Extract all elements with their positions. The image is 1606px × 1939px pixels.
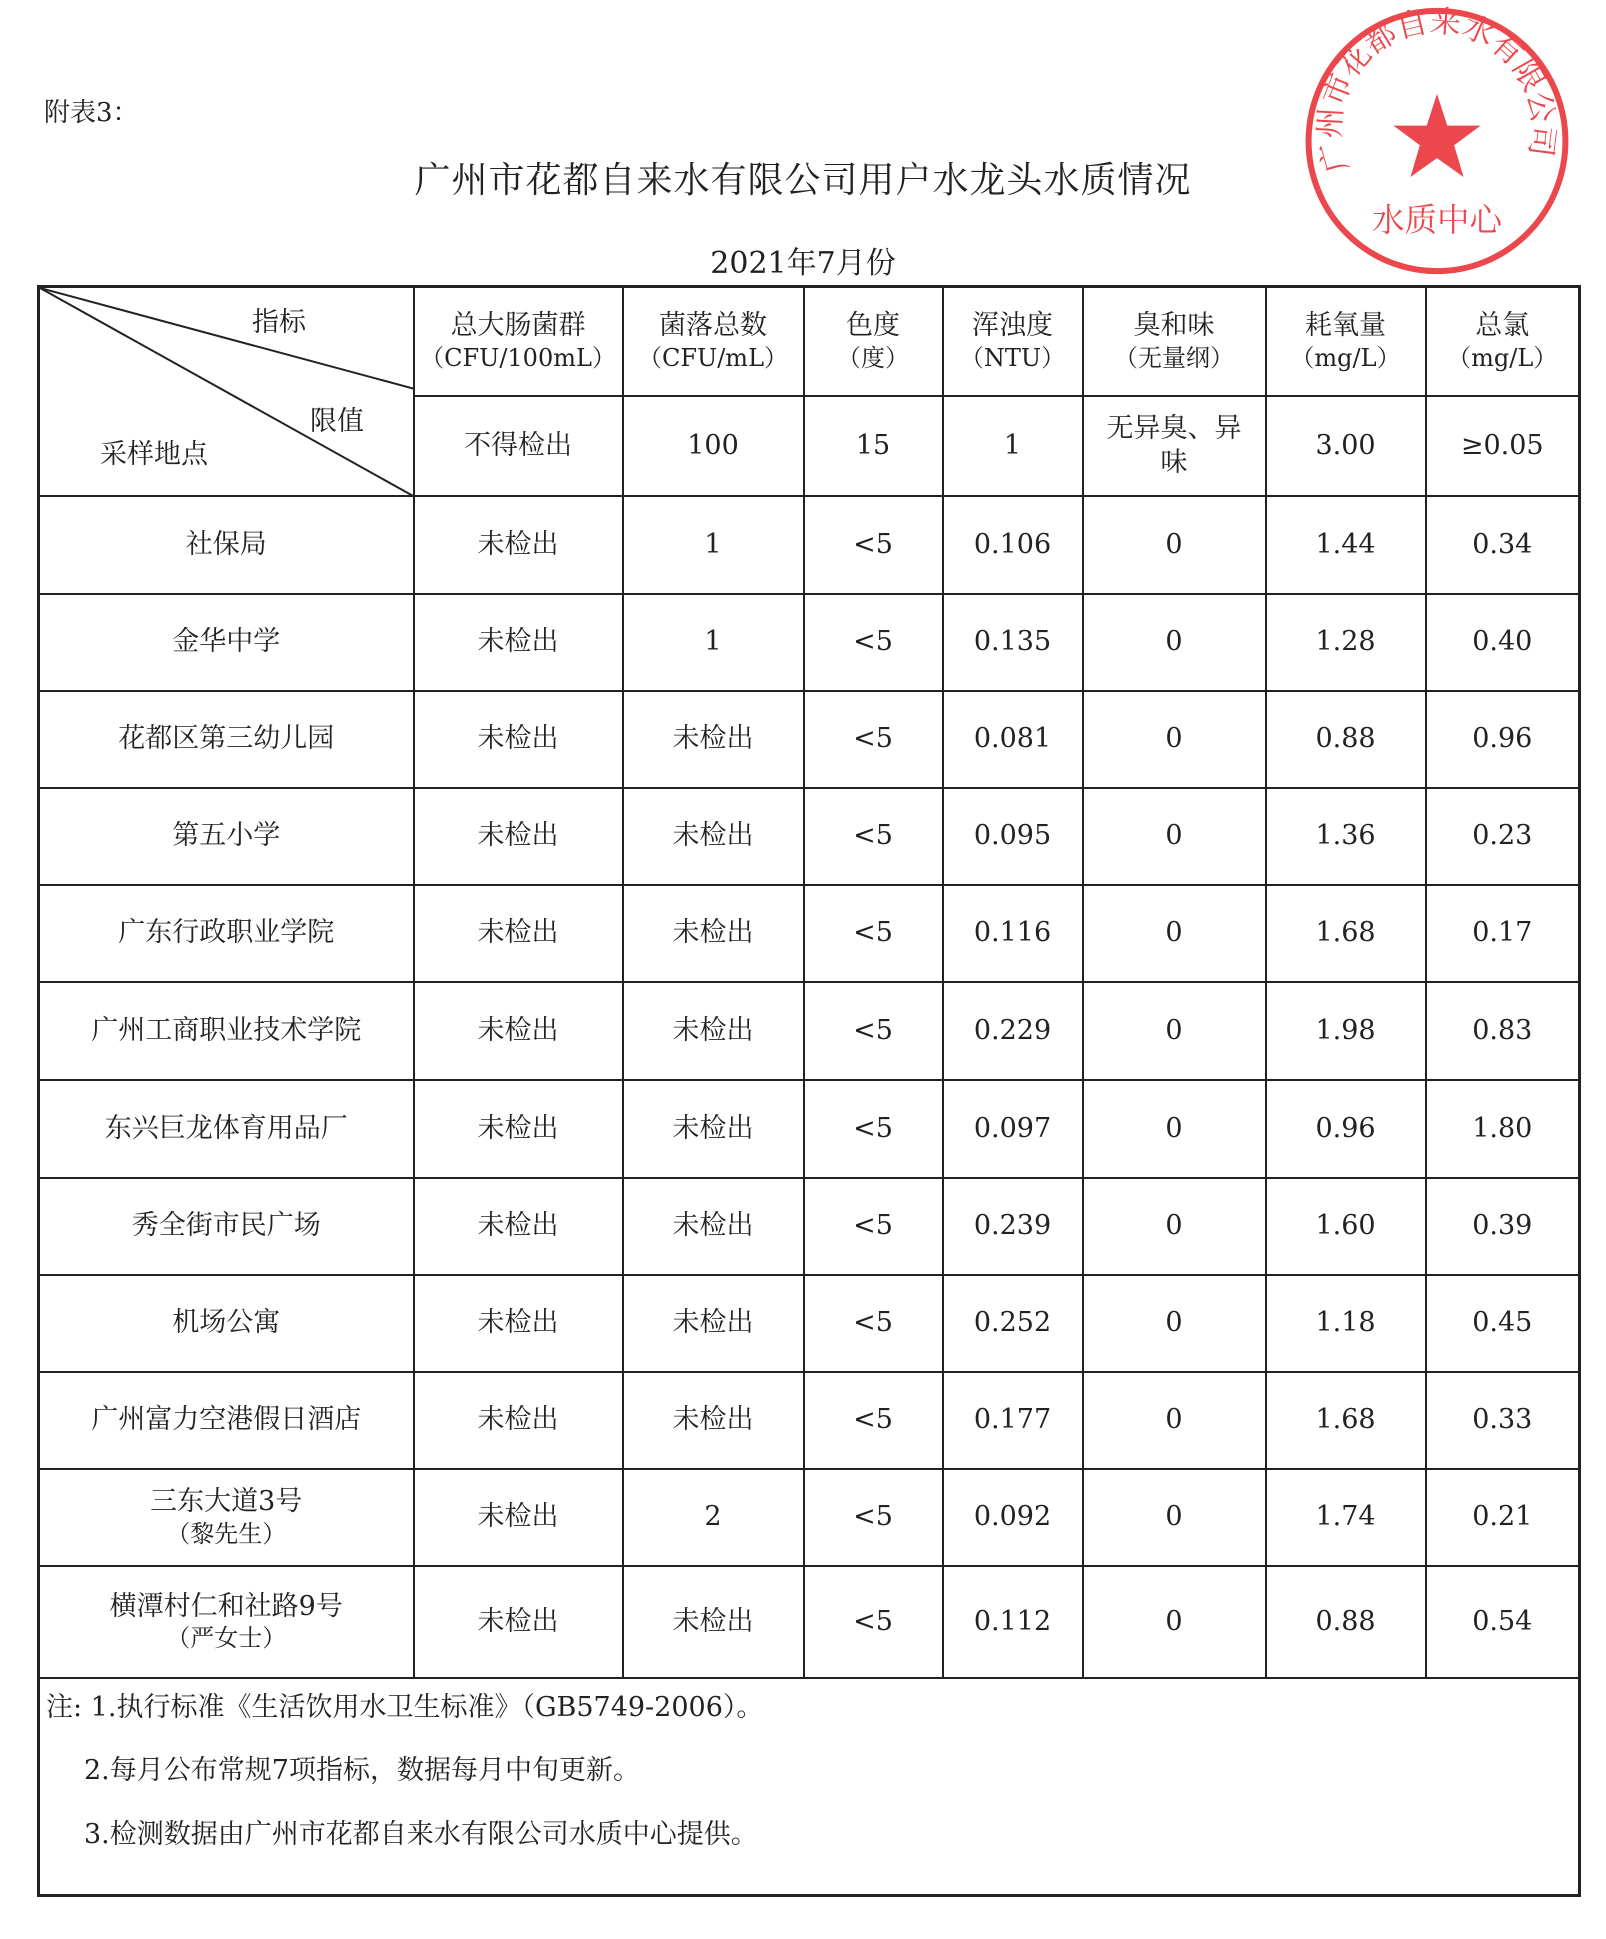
value-cell: 0.092 <box>943 1469 1083 1566</box>
value-cell: <5 <box>804 885 943 982</box>
value-cell: 1.18 <box>1266 1275 1426 1372</box>
table-row <box>39 1178 1580 1275</box>
value-cell: 0 <box>1083 1275 1266 1372</box>
column-name: 耗氧量 <box>1305 310 1386 342</box>
table-row <box>39 1080 1580 1178</box>
column-name: 总大肠菌群 <box>450 310 586 342</box>
value-cell: 0 <box>1083 1178 1266 1275</box>
limit-value: ≥0.05 <box>1426 396 1580 496</box>
value-cell: 0.177 <box>943 1372 1083 1469</box>
value-cell: <5 <box>804 496 943 594</box>
svg-text:广州市花都自来水有限公司: 广州市花都自来水有限公司 <box>1312 4 1562 177</box>
value-cell: 0 <box>1083 1080 1266 1178</box>
value-cell: 0.54 <box>1426 1566 1580 1678</box>
value-cell: 1.74 <box>1266 1469 1426 1566</box>
column-header <box>1266 287 1426 396</box>
value-cell: 0.39 <box>1426 1178 1580 1275</box>
column-header <box>943 287 1083 396</box>
value-cell: <5 <box>804 1275 943 1372</box>
location-cell <box>39 1566 414 1678</box>
value-cell: 0.239 <box>943 1178 1083 1275</box>
value-cell: 未检出 <box>623 691 804 788</box>
value-cell: 未检出 <box>414 1080 623 1178</box>
note-item: 3.检测数据由广州市花都自来水有限公司水质中心提供。 <box>84 1819 758 1850</box>
value-cell: 0 <box>1083 594 1266 691</box>
value-cell: 1.28 <box>1266 594 1426 691</box>
value-cell: 1.98 <box>1266 982 1426 1080</box>
value-cell: 0.88 <box>1266 691 1426 788</box>
value-cell: 0.097 <box>943 1080 1083 1178</box>
table-row <box>39 1372 1580 1469</box>
value-cell: 0.116 <box>943 885 1083 982</box>
value-cell: 未检出 <box>414 1275 623 1372</box>
value-cell: 0.081 <box>943 691 1083 788</box>
column-name: 菌落总数 <box>659 310 767 342</box>
value-cell: 0.17 <box>1426 885 1580 982</box>
note-item: 注: 1.执行标准《生活饮用水卫生标准》（GB5749-2006）。 <box>46 1691 764 1723</box>
value-cell: 0.23 <box>1426 788 1580 885</box>
location-cell <box>39 496 414 594</box>
indicator-label: 指标 <box>252 307 306 338</box>
value-cell: 0 <box>1083 1469 1266 1566</box>
column-unit: （NTU） <box>959 344 1066 373</box>
location-name: 社保局 <box>185 528 267 560</box>
location-cell <box>39 1372 414 1469</box>
value-cell: 未检出 <box>623 1275 804 1372</box>
table-row <box>39 594 1580 691</box>
location-cell <box>39 594 414 691</box>
value-cell: 0.88 <box>1266 1566 1426 1678</box>
column-unit: （CFU/mL） <box>637 344 789 373</box>
notes-cell <box>39 1678 1580 1896</box>
value-cell: 0 <box>1083 982 1266 1080</box>
location-name: 第五小学 <box>172 820 281 852</box>
limit-value: 3.00 <box>1266 396 1426 496</box>
value-cell: 0.96 <box>1426 691 1580 788</box>
company-seal <box>1300 4 1574 278</box>
limit-label: 限值 <box>310 406 364 437</box>
location-name: 广东行政职业学院 <box>118 917 335 949</box>
value-cell: 1.36 <box>1266 788 1426 885</box>
column-name: 臭和味 <box>1133 310 1215 342</box>
value-cell: 未检出 <box>623 1566 804 1678</box>
value-cell: 2 <box>623 1469 804 1566</box>
value-cell: 0.34 <box>1426 496 1580 594</box>
value-cell: 0.106 <box>943 496 1083 594</box>
value-cell: 1.68 <box>1266 885 1426 982</box>
value-cell: <5 <box>804 691 943 788</box>
location-cell <box>39 1178 414 1275</box>
column-header <box>414 287 623 396</box>
value-cell: 0.96 <box>1266 1080 1426 1178</box>
column-header <box>1426 287 1580 396</box>
notes-row <box>39 1678 1580 1896</box>
column-header <box>623 287 804 396</box>
value-cell: 0 <box>1083 1566 1266 1678</box>
value-cell: 1 <box>623 594 804 691</box>
value-cell: 未检出 <box>414 691 623 788</box>
column-header <box>804 287 943 396</box>
value-cell: 1 <box>623 496 804 594</box>
value-cell: <5 <box>804 1469 943 1566</box>
note-item: 2.每月公布常规7项指标，数据每月中旬更新。 <box>84 1755 640 1787</box>
value-cell: 未检出 <box>623 1080 804 1178</box>
location-name: 广州工商职业技术学院 <box>91 1014 362 1046</box>
location-name: 广州富力空港假日酒店 <box>91 1404 362 1436</box>
location-cell <box>39 788 414 885</box>
table-row <box>39 982 1580 1080</box>
value-cell: 未检出 <box>623 885 804 982</box>
column-unit: （度） <box>837 344 909 373</box>
column-header <box>1083 287 1266 396</box>
location-name: 花都区第三幼儿园 <box>118 723 335 755</box>
value-cell: 0.135 <box>943 594 1083 691</box>
value-cell: 0.229 <box>943 982 1083 1080</box>
location-cell <box>39 1469 414 1566</box>
table-row <box>39 1566 1580 1678</box>
column-unit: （mg/L） <box>1290 344 1401 373</box>
column-unit: （mg/L） <box>1447 344 1558 373</box>
value-cell: <5 <box>804 594 943 691</box>
value-cell: 未检出 <box>623 1178 804 1275</box>
column-unit: （无量纲） <box>1114 344 1234 373</box>
location-contact: （黎先生） <box>166 1519 287 1548</box>
location-name: 东兴巨龙体育用品厂 <box>104 1112 348 1144</box>
location-name: 金华中学 <box>172 626 281 658</box>
value-cell: 0 <box>1083 1372 1266 1469</box>
location-cell <box>39 1275 414 1372</box>
table-row <box>39 691 1580 788</box>
limit-value: 无异臭、异味 <box>1083 396 1266 496</box>
table-row <box>39 496 1580 594</box>
location-cell <box>39 691 414 788</box>
value-cell: 1.44 <box>1266 496 1426 594</box>
table-row <box>39 788 1580 885</box>
report-period: 2021年7月份 <box>710 246 896 281</box>
value-cell: <5 <box>804 1178 943 1275</box>
value-cell: <5 <box>804 1566 943 1678</box>
value-cell: <5 <box>804 788 943 885</box>
value-cell: 1.68 <box>1266 1372 1426 1469</box>
value-cell: 未检出 <box>623 788 804 885</box>
value-cell: 0.252 <box>943 1275 1083 1372</box>
value-cell: 未检出 <box>623 1372 804 1469</box>
value-cell: 0 <box>1083 788 1266 885</box>
table-row <box>39 1469 1580 1566</box>
location-name: 三东大道3号 <box>150 1486 303 1518</box>
value-cell: <5 <box>804 982 943 1080</box>
value-cell: <5 <box>804 1080 943 1178</box>
limit-value: 1 <box>943 396 1083 496</box>
location-contact: （严女士） <box>166 1624 287 1653</box>
location-name: 横潭村仁和社路9号 <box>109 1590 343 1622</box>
appendix-label: 附表3： <box>44 98 139 128</box>
limit-value: 100 <box>623 396 804 496</box>
value-cell: 0.33 <box>1426 1372 1580 1469</box>
value-cell: 未检出 <box>414 885 623 982</box>
column-name: 总氯 <box>1475 310 1530 342</box>
value-cell: 未检出 <box>623 982 804 1080</box>
value-cell: 0 <box>1083 691 1266 788</box>
column-unit: （CFU/100mL） <box>420 344 616 373</box>
table-row <box>39 1275 1580 1372</box>
value-cell: 未检出 <box>414 1372 623 1469</box>
value-cell: 未检出 <box>414 496 623 594</box>
value-cell: 未检出 <box>414 982 623 1080</box>
water-quality-table <box>37 285 1581 1897</box>
value-cell: 未检出 <box>414 788 623 885</box>
value-cell: 未检出 <box>414 594 623 691</box>
value-cell: 0.40 <box>1426 594 1580 691</box>
page-title: 广州市花都自来水有限公司用户水龙头水质情况 <box>414 160 1192 201</box>
value-cell: 0.83 <box>1426 982 1580 1080</box>
value-cell: <5 <box>804 1372 943 1469</box>
location-cell <box>39 982 414 1080</box>
value-cell: 0.45 <box>1426 1275 1580 1372</box>
column-name: 浑浊度 <box>972 310 1053 342</box>
value-cell: 未检出 <box>414 1469 623 1566</box>
diagonal-header-cell <box>39 287 414 496</box>
diagonal-lines <box>40 288 415 497</box>
limit-value: 不得检出 <box>414 396 623 496</box>
value-cell: 未检出 <box>414 1566 623 1678</box>
value-cell: 0.21 <box>1426 1469 1580 1566</box>
location-name: 机场公寓 <box>172 1307 281 1339</box>
value-cell: 0.112 <box>943 1566 1083 1678</box>
value-cell: 1.80 <box>1426 1080 1580 1178</box>
location-label: 采样地点 <box>100 439 208 470</box>
value-cell: 未检出 <box>414 1178 623 1275</box>
location-cell <box>39 1080 414 1178</box>
column-name: 色度 <box>846 310 900 342</box>
value-cell: 0 <box>1083 496 1266 594</box>
limit-value: 15 <box>804 396 943 496</box>
table-row <box>39 885 1580 982</box>
location-name: 秀全街市民广场 <box>131 1210 321 1242</box>
value-cell: 1.60 <box>1266 1178 1426 1275</box>
location-cell <box>39 885 414 982</box>
value-cell: 0 <box>1083 885 1266 982</box>
header-row <box>39 287 1580 396</box>
value-cell: 0.095 <box>943 788 1083 885</box>
svg-text:水质中心: 水质中心 <box>1371 200 1503 239</box>
